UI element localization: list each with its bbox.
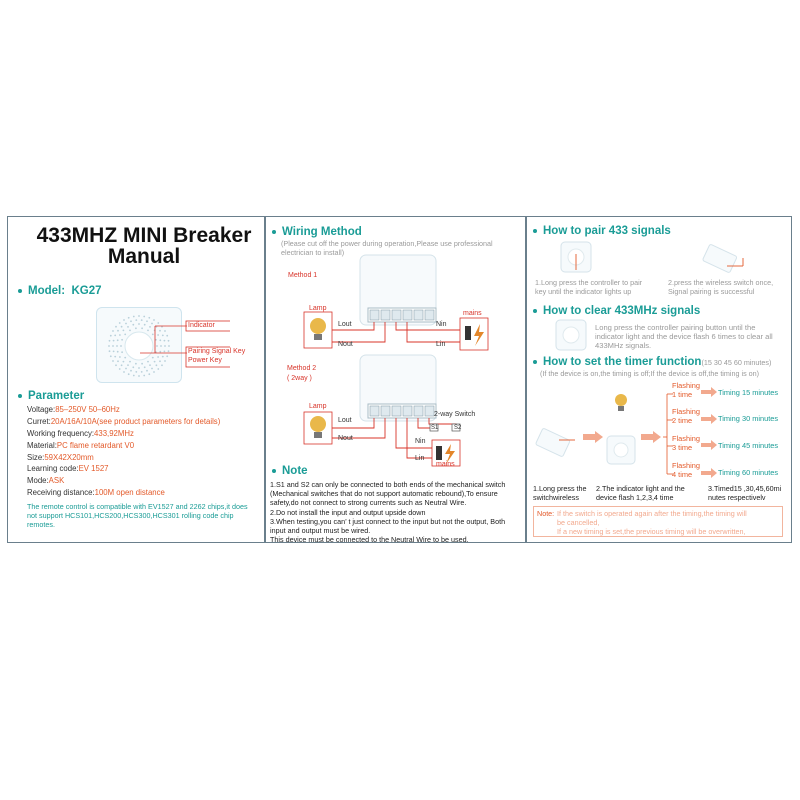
param-row <box>27 405 220 417</box>
param-key: Size: <box>27 452 45 462</box>
timer-heading <box>533 356 771 368</box>
flashing-3 <box>672 435 700 452</box>
flash-times: 1 time <box>672 389 693 399</box>
param-value: EV 1527 <box>78 464 109 474</box>
compat-note <box>27 502 248 529</box>
timer-step-1-line: switchwireless <box>533 493 579 503</box>
title-line-1: 433MHZ MINI Breaker <box>36 224 252 247</box>
bullet-dot-icon <box>533 229 537 233</box>
compat-line: remotes. <box>27 520 55 529</box>
param-key: Working frequency: <box>27 428 95 438</box>
param-row <box>27 476 220 488</box>
timer-subtitle: (If the device is on,the timing is off;If the device is off,the timing is on) <box>540 369 760 378</box>
clear-line: Long press the controller pairing button until the <box>595 323 756 332</box>
model-value: KG27 <box>71 285 102 297</box>
flashing-4 <box>672 462 700 479</box>
pair-step-2 <box>668 278 773 296</box>
clear-heading <box>533 305 700 317</box>
timer-heading-text: How to set the timer function <box>543 356 702 368</box>
wiring-heading-text: Wiring Method <box>282 226 362 238</box>
param-value: 100M open distance <box>94 488 165 498</box>
timer-step-3 <box>708 484 781 502</box>
timer-diagram <box>535 382 785 482</box>
param-row <box>27 453 220 465</box>
bullet-dot-icon <box>272 230 276 234</box>
param-key: Voltage: <box>27 405 56 414</box>
param-value: 59X42X20mm <box>44 452 94 462</box>
param-row <box>27 488 220 500</box>
param-value: PC flame retardant V0 <box>56 440 135 450</box>
bullet-dot-icon <box>533 360 537 364</box>
timer-note-line: be cancelled, <box>557 518 600 528</box>
method-2-line: ( 2way ) <box>287 375 312 382</box>
flash-text: Flashing <box>672 461 700 470</box>
lamp-label-1: Lamp <box>309 305 327 312</box>
flash-times: 3 time <box>672 442 693 452</box>
timer-step-1-line: 1.Long press the <box>533 484 587 493</box>
pair-heading <box>533 225 671 237</box>
clear-device-icon <box>552 318 592 354</box>
param-key: Mode: <box>27 476 49 486</box>
s2-label: S2 <box>454 425 462 431</box>
timing-4: Timing 60 minutes <box>718 468 779 477</box>
timer-step-3-line: 3.Timed15 ,30,45,60mi <box>708 484 782 493</box>
timer-step-1 <box>533 484 587 502</box>
wiring-heading <box>272 226 362 238</box>
power-key-label: Power Key <box>188 357 222 364</box>
pair-heading-text: How to pair 433 signals <box>543 225 671 237</box>
flash-text: Flashing <box>672 434 700 443</box>
param-key: Receiving distance: <box>27 488 95 498</box>
pair-step-2-line: 2.press the wireless switch once, <box>668 278 774 287</box>
lin-label-2: Lin <box>415 455 425 462</box>
param-key: Material: <box>27 440 57 450</box>
timing-1: Timing 15 minutes <box>718 388 779 397</box>
flash-text: Flashing <box>672 407 700 416</box>
note-heading-text: Note <box>282 465 308 477</box>
note-line: 1.S1 and S2 can only be connected to both ends of the mechanical switch <box>270 480 506 489</box>
flash-times: 2 time <box>672 415 693 425</box>
wiring-sub-line: (Please cut off the power during operation,Please use professional <box>281 239 493 248</box>
param-row <box>27 429 220 441</box>
compat-line: The remote control is compatible with EV1527 and 2262 chips,it does <box>27 502 248 511</box>
column-divider-2 <box>525 217 527 542</box>
timing-2: Timing 30 minutes <box>718 414 779 423</box>
s1-label: S1 <box>431 425 439 431</box>
param-value: 433,92MHz <box>94 428 134 438</box>
pair-step-2-line: Signal pairing is successful <box>668 287 755 297</box>
lin-label-1: Lin <box>436 341 446 348</box>
pair-step-1 <box>535 278 642 296</box>
device-label-leaders <box>130 315 230 395</box>
timer-step-2-line: device flash 1,2,3,4 time <box>596 493 674 503</box>
note-line: 3.When testing,you can’ t just connect to the input but not the output, Both <box>270 516 506 526</box>
lout-label-2: Lout <box>338 417 352 424</box>
clear-line: indicator light and the device flash 6 times to clear all <box>595 332 773 342</box>
param-value: 85–250V 50–60Hz <box>55 405 120 414</box>
param-row <box>27 417 220 429</box>
param-key: Curret: <box>27 416 51 426</box>
nin-label-2: Nin <box>415 438 426 445</box>
note-list <box>270 480 505 544</box>
pair-step-1-line: 1.Long press the controller to pair <box>535 278 643 287</box>
parameter-heading-text: Parameter <box>28 390 85 402</box>
indicator-label: Indicator <box>188 322 215 329</box>
note-line: input and output must be wired. <box>270 526 371 536</box>
nout-label-1: Nout <box>338 341 353 348</box>
note-heading <box>272 465 308 477</box>
method-1-label: Method 1 <box>288 272 318 279</box>
lamp-label-2: Lamp <box>309 403 327 410</box>
flashing-1 <box>672 382 700 399</box>
mains-label-1: mains <box>463 310 482 317</box>
pair-step-1-line: key until the indicator lights up <box>535 287 632 297</box>
wiring-sub-line: electrician to install) <box>281 248 345 258</box>
bullet-dot-icon <box>18 289 22 293</box>
note-line: (Mechanical switches that do not support automatic rebound),To ensure <box>270 489 498 499</box>
clear-line: 433MHz signals. <box>595 341 652 351</box>
param-row <box>27 441 220 453</box>
flashing-2 <box>672 408 700 425</box>
clear-text <box>595 323 773 351</box>
timer-note-label: Note: <box>537 509 555 518</box>
manual-title <box>28 225 260 267</box>
method-2-label <box>287 364 316 384</box>
flash-times: 4 time <box>672 469 693 479</box>
timer-note-line: If a new timing is set,the previous timing will be overwritten, <box>557 527 746 537</box>
timer-step-3-line: nutes respectivelv <box>708 493 766 503</box>
nin-label-1: Nin <box>436 321 447 328</box>
model-heading <box>18 285 102 297</box>
mains-label-2: mains <box>436 461 455 468</box>
compat-line: not support HCS101,HCS200,HCS300,HCS301 rolling code chip <box>27 511 234 520</box>
pairing-key-label: Pairing Signal Key <box>188 348 246 355</box>
lout-label-1: Lout <box>338 321 352 328</box>
timer-note-text <box>557 509 747 537</box>
note-line: safety,do not connect to strong currents such as Neutral Wire. <box>270 498 467 508</box>
bullet-dot-icon <box>272 469 276 473</box>
timer-heading-suffix: (15 30 45 60 minutes) <box>701 358 772 367</box>
param-value: ASK <box>48 476 65 486</box>
bullet-dot-icon <box>533 309 537 313</box>
param-row <box>27 464 220 476</box>
timing-3: Timing 45 minutes <box>718 441 779 450</box>
parameter-heading <box>18 390 84 402</box>
switch-2way-label: 2-way Switch <box>434 411 476 418</box>
timer-note-line: If the switch is operated again after the timing,the timing will <box>557 509 747 518</box>
param-key: Learning code: <box>27 464 79 474</box>
timer-step-2-line: 2.The indicator light and the <box>596 484 685 493</box>
wiring-diagram-method-1 <box>270 250 500 360</box>
clear-heading-text: How to clear 433MHz signals <box>543 305 701 317</box>
bullet-dot-icon <box>18 394 22 398</box>
flash-text: Flashing <box>672 381 700 390</box>
timer-step-2 <box>596 484 685 502</box>
title-line-2: Manual <box>107 245 181 268</box>
model-label: Model: <box>28 285 66 297</box>
method-2-line: Method 2 <box>287 365 317 372</box>
note-line: 2.Do not install the input and output upside down <box>270 507 426 517</box>
note-line: This device must be connected to the Neutral Wire to be used. <box>270 535 469 545</box>
nout-label-2: Nout <box>338 435 353 442</box>
parameter-list <box>27 405 220 500</box>
pair-illustrations <box>535 238 785 278</box>
column-divider-1 <box>264 217 266 542</box>
param-value: 20A/16A/10A(see product parameters for details) <box>50 416 221 426</box>
